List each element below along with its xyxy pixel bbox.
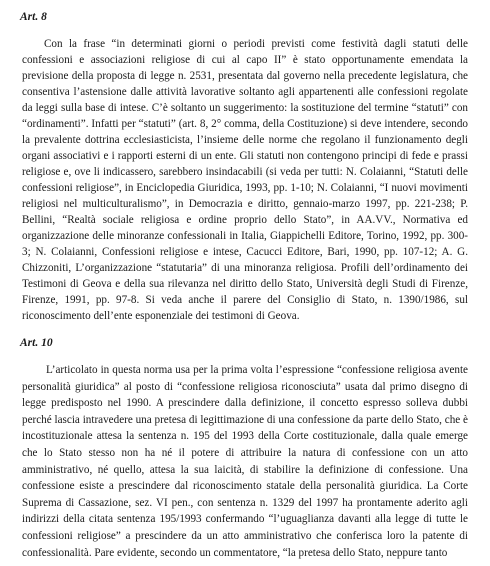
section-heading-art-8: Art. 8: [20, 11, 47, 23]
section-paragraph-art-10: L’articolato in questa norma usa per la prima volta l’espressione “confessione religiosa avente personalità giuridica” al posto di “confessione religiosa riconosciuta” usata dal primo disegno di legge predisposto nel 1990. A prescindere dalla definizione, il concetto espresso solleva dubbi perché lascia intravedere una pretesa di legittimazione di una confessione da parte dello Stato, che è incostituzionale attesa la sentenza n. 195 del 1993 della Corte costituzionale, dalla quale emerge che lo Stato stesso non ha né il potere di attribuire la natura di confessione con un atto amministrativo, né quello, attesa la sua laicità, di stabilire la definizione di confessione. Una confessione esiste a prescindere dal riconoscimento statale della personalità giuridica. La Corte Suprema di Cassazione, sez. VI pen., con sentenza n. 1329 del 1997 ha prontamente aderito agli indirizzi della citata sentenza 195/1993 confermando “l’uguaglianza davanti alla legge di tutte le confessioni religiose” a prescindere da un atto amministrativo che conferisca loro la patente di confessionalità. Pare evidente, secondo un commentatore, “la pretesa dello Stato, neppure tanto: [22, 364, 468, 559]
section-paragraph-art-8: Con la frase “in determinati giorni o periodi previsti come festività dagli statuti delle confessioni e associazioni religiose di cui al capo II” è stato opportunamente emendata la previsione della proposta di legge n. 2531, presentata dal governo nella precedente legislatura, che consentiva l’astensione dalle attività lavorative soltanto agli appartenenti alle confessioni regolate da leggi sulla base di intese. C’è soltanto un suggerimento: la sostituzione del termine “statuti” con “ordinamenti”. Infatti per “statuti” (art. 8, 2° comma, della Costituzione) si deve intendere, secondo la prevalente dottrina ecclesiasticista, l’insieme delle norme che regolano il funzionamento degli organi associativi e i rapporti esterni di un ente. Gli statuti non contengono principi di fede e prassi religiose e, ove li indicassero, sarebbero insindacabili (si veda per tutti: N. Colaianni, “Statuti delle confessioni religiose”, in Enciclopedia Giuridica, 1993, pp. 1-10; N. Colaianni, “I nuovi movimenti religiosi nel multiculturalismo”, in Democrazia e diritto, gennaio-marzo 1997, pp. 221-238; P. Bellini, “Realtà sociale religiosa e ordine proprio dello Stato”, in AA.VV., Normativa ed organizzazione delle minoranze confessionali in Italia, Giappichelli Editore, Torino, 1992, pp. 300-3; N. Colaianni, Confessioni religiose e intese, Cacucci Editore, Bari, 1990, pp. 107-12; A. G. Chizzoniti, L’organizzazione “statutaria” di una minoranza religiosa. Profili dell’ordinamento dei Testimoni di Geova e della sua rilevanza nel diritto dello Stato, Università degli Studi di Firenze, Firenze, 1991, pp. 97-8. Si veda anche il parere del Consiglio di Stato, n. 1390/1986, sul riconoscimento dell’ente esponenziale dei testimoni di Geova.: [22, 38, 468, 322]
section-heading-art-10: Art. 10: [20, 337, 53, 349]
